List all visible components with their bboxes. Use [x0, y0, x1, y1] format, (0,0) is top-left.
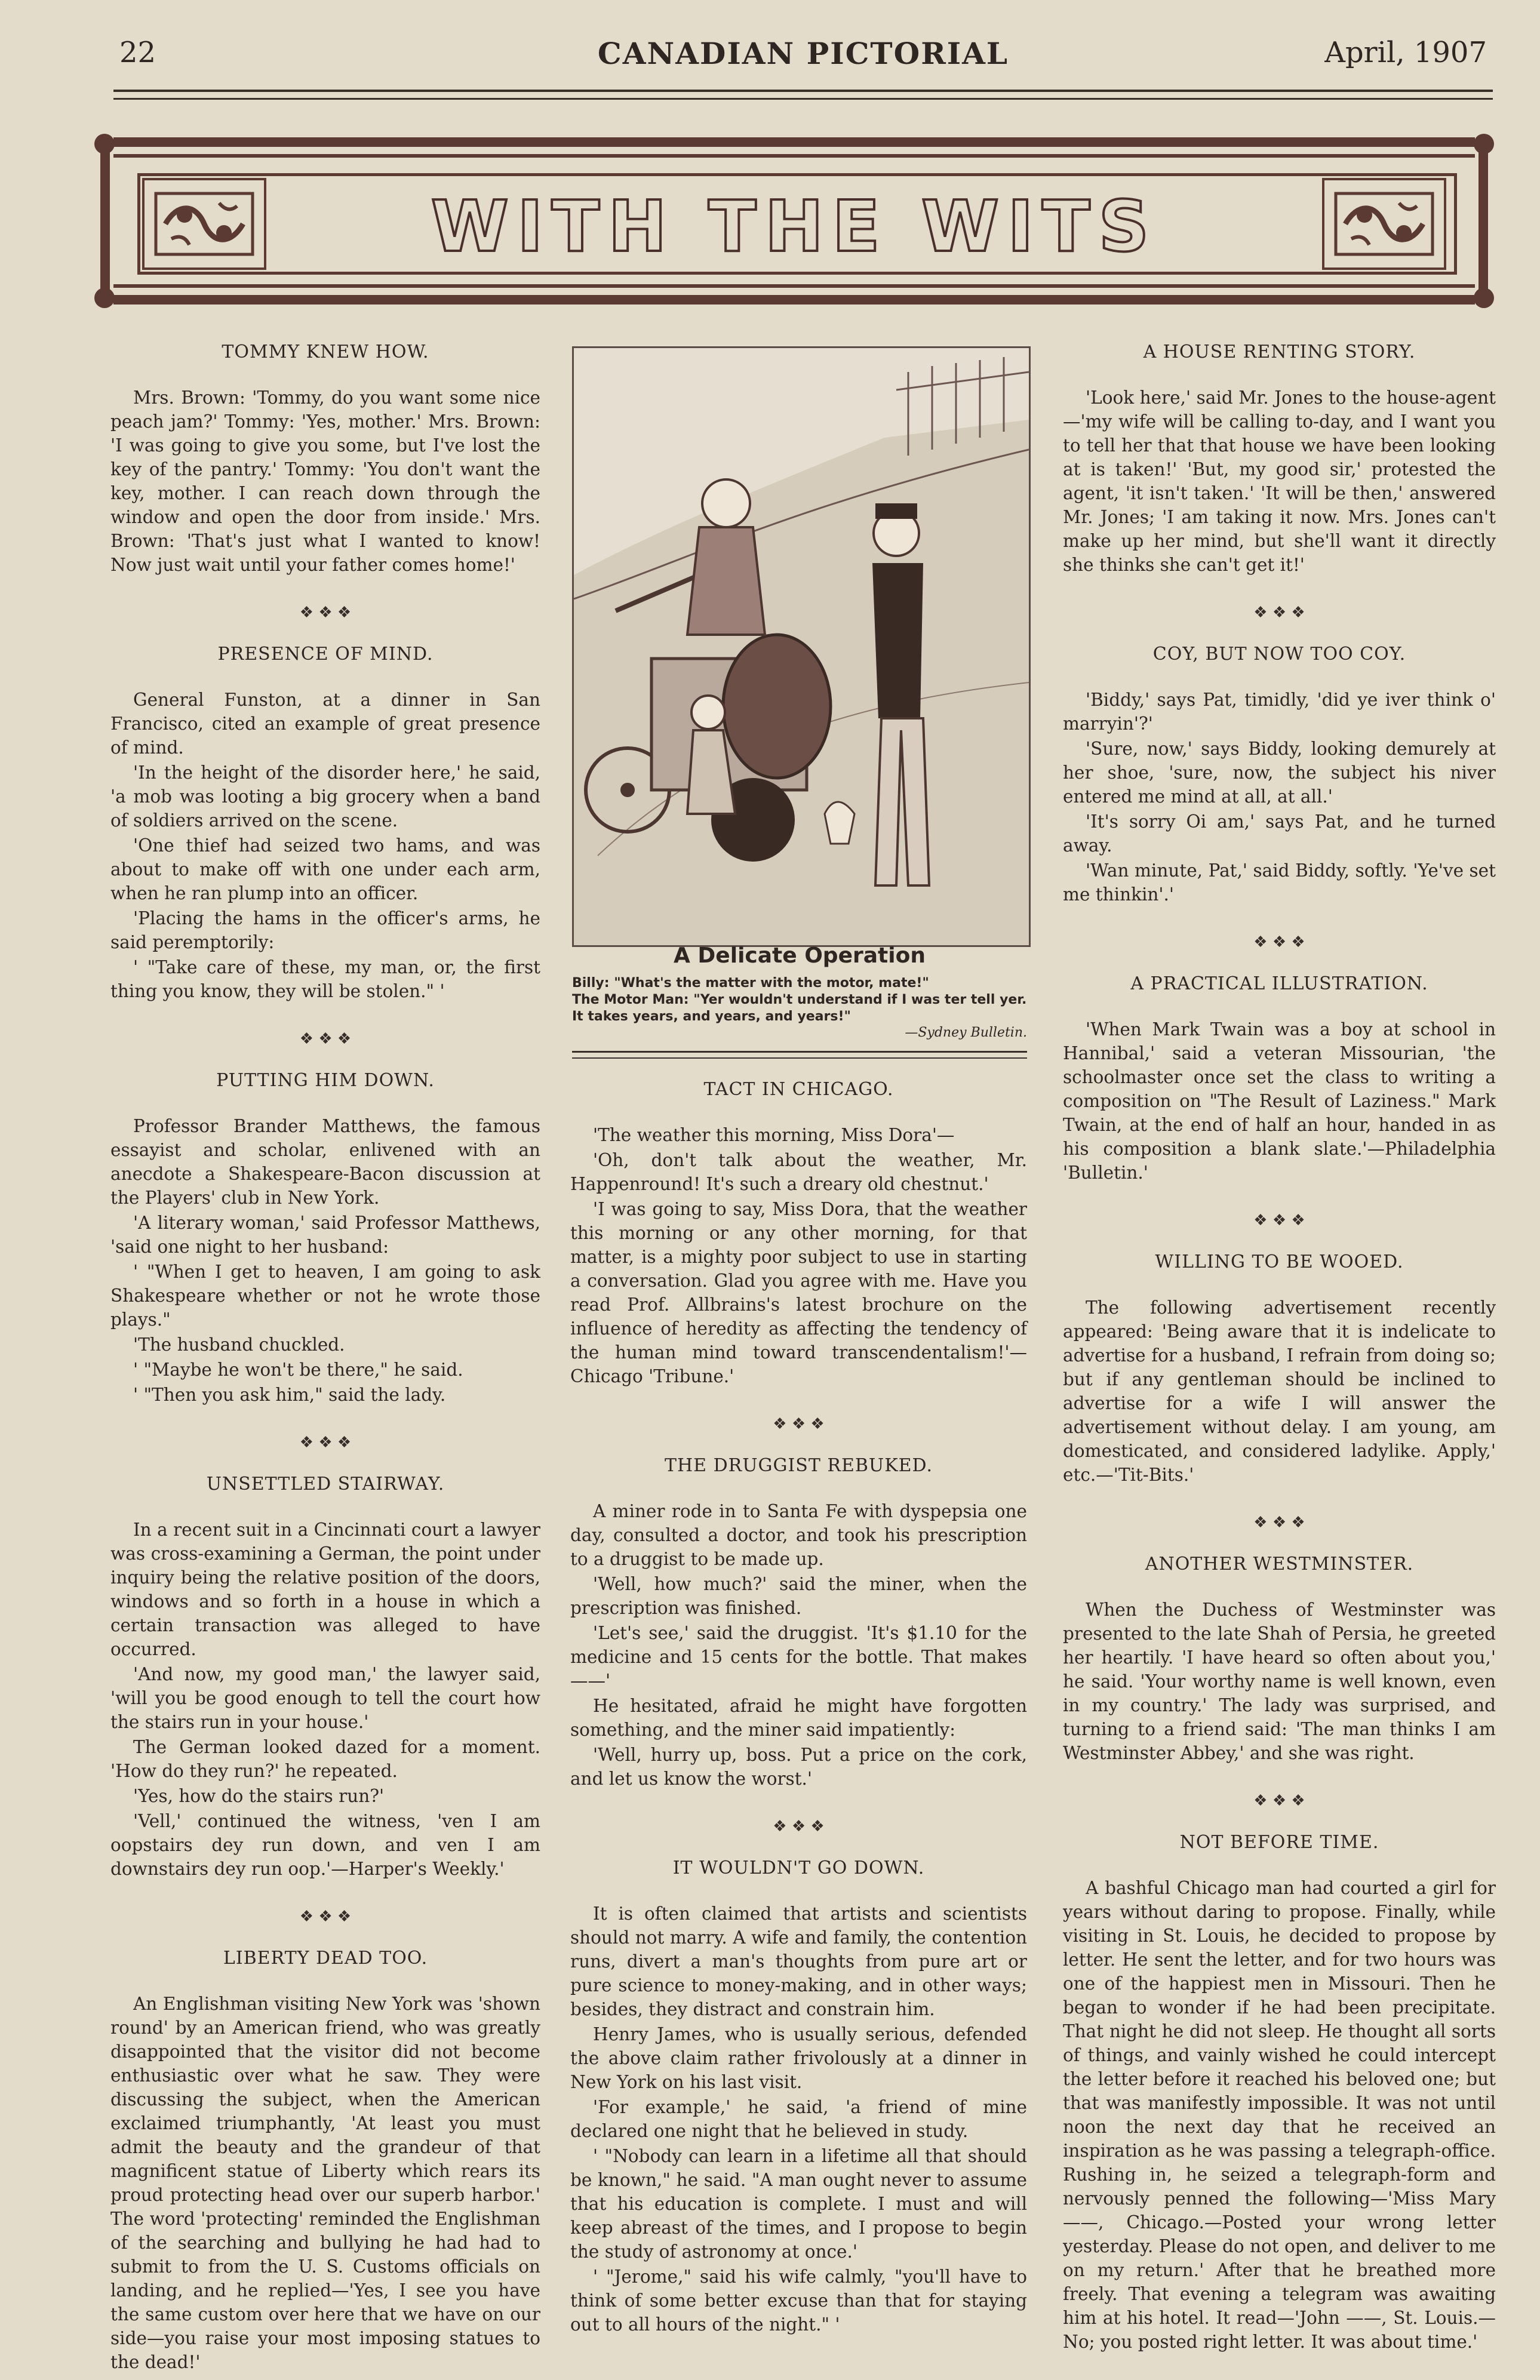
- article-paragraph: 'Well, hurry up, boss. Put a price on the cork, and let us know the worst.': [570, 1745, 1027, 1789]
- section-divider-ornament: ❖ ❖ ❖: [773, 1415, 825, 1433]
- banner-post: [100, 149, 110, 293]
- article-paragraph: 'When Mark Twain was a boy at school in Hannibal,' said a veteran Missourian, 'the schoolmaster once set the class to writing a composition on "The Result of Laziness." Mark Twain, at the end of half an hour, handed in as his composition a blank slate.'—Philadelphia 'Bulletin.': [1063, 1019, 1496, 1183]
- banner-bar: [113, 154, 1475, 158]
- article: [110, 340, 540, 577]
- article-heading: IT WOULDN'T GO DOWN.: [672, 1858, 925, 1878]
- article-paragraph: 'Let's see,' said the druggist. 'It's $1.10 for the medicine and 15 cents for the bottle. That makes——': [570, 1623, 1027, 1691]
- article-paragraph: 'Sure, now,' says Biddy, looking demurely at her shoe, 'sure, now, the subject his niver entered me mind at all, at all.': [1063, 739, 1496, 807]
- article-paragraph: Professor Brander Matthews, the famous essayist and scholar, enlivened with an anecdote a Shakespeare-Bacon discussion at the Players' club in New York.: [110, 1116, 540, 1208]
- page-number: 22: [119, 36, 156, 69]
- article-paragraph: The following advertisement recently appeared: 'Being aware that it is indelicate to advertise for a husband, I refrain from doing so; but if any gentleman should be inclined to advertise for a wife I will answer the advertisement without delay. I am young, am domesticated, and considered ladylike. Apply,' etc.—'Tit-Bits.': [1063, 1297, 1496, 1485]
- section-divider-ornament: ❖ ❖ ❖: [1253, 1514, 1305, 1532]
- article-paragraph: 'For example,' he said, 'a friend of mine declared one night that he believed in study.: [570, 2097, 1027, 2141]
- article: [570, 1454, 1027, 1791]
- article-paragraph: It is often claimed that artists and scientists should not marry. A wife and family, the contention runs, divert a man's thoughts from pure art or pure science to money-making, and in other ways; besides, they distract and constrain him.: [570, 1904, 1027, 2019]
- article: [110, 1947, 540, 2374]
- article-paragraph: 'It's sorry Oi am,' says Pat, and he turned away.: [1063, 811, 1496, 856]
- motor-car-cartoon-image: [574, 348, 1029, 945]
- article-paragraph: 'Biddy,' says Pat, timidly, 'did ye iver think o' marryin'?': [1063, 690, 1496, 734]
- article: [110, 1069, 540, 1407]
- article-paragraph: 'The weather this morning, Miss Dora'—: [593, 1125, 955, 1145]
- article-paragraph: Henry James, who is usually serious, defended the above claim rather frivolously at a dinner in New York on his last visit.: [570, 2024, 1027, 2092]
- article: [1063, 1831, 1496, 2354]
- article-paragraph: ' "Then you ask him," said the lady.: [133, 1385, 446, 1405]
- article: [1063, 1250, 1496, 1487]
- article: [1063, 642, 1496, 906]
- article-paragraph: 'Vell,' continued the witness, 'ven I am oopstairs dey run down, and ven I am downstairs dey run oop.'—Harper's Weekly.': [110, 1811, 540, 1879]
- article: [1063, 1552, 1496, 1765]
- article-heading: NOT BEFORE TIME.: [1179, 1832, 1379, 1853]
- article-paragraph: 'Look here,' said Mr. Jones to the house-agent—'my wife will be calling to-day, and I want you to tell her that that house we have been looking at is taken!' 'But, my good sir,' protested the agent, 'it isn't taken.' 'It will be then,' answered Mr. Jones; 'I am taking it now. Mrs. Jones can't make up her mind, but she'll want it directly she thinks she can't get it!': [1063, 388, 1496, 575]
- article-heading: A PRACTICAL ILLUSTRATION.: [1130, 973, 1428, 994]
- section-divider-ornament: ❖ ❖ ❖: [1253, 933, 1305, 951]
- page-header: [119, 36, 1487, 78]
- section-divider-ornament: ❖ ❖ ❖: [299, 1908, 352, 1926]
- section-divider-ornament: ❖ ❖ ❖: [299, 1434, 352, 1452]
- article-heading: ANOTHER WESTMINSTER.: [1145, 1554, 1414, 1575]
- section-divider-ornament: ❖ ❖ ❖: [1253, 604, 1305, 622]
- article-paragraph: 'And now, my good man,' the lawyer said, 'will you be good enough to tell the court how the stairs run in your house.': [110, 1664, 540, 1732]
- article-paragraph: 'Yes, how do the stairs run?': [133, 1786, 385, 1806]
- article-paragraph: 'In the height of the disorder here,' he said, 'a mob was looting a big grocery when a band of soldiers arrived on the scene.: [110, 762, 540, 831]
- article: [1063, 972, 1496, 1185]
- article-heading: TOMMY KNEW HOW.: [222, 342, 429, 362]
- article: [570, 1856, 1027, 2336]
- section-divider-ornament: ❖ ❖ ❖: [299, 604, 352, 622]
- article-heading: A HOUSE RENTING STORY.: [1143, 342, 1416, 362]
- article-heading: UNSETTLED STAIRWAY.: [206, 1474, 445, 1495]
- cartoon-caption: [572, 943, 1027, 1040]
- publication-title: CANADIAN PICTORIAL: [597, 36, 1009, 71]
- banner-post: [1478, 149, 1488, 293]
- section-banner: [90, 125, 1499, 316]
- right-column: [1063, 340, 1496, 2360]
- cartoon-dialogue-motor-man: The Motor Man: "Yer wouldn't understand if I was ter tell yer. It takes years, and years, and years!": [572, 992, 1027, 1024]
- article-paragraph: A miner rode in to Santa Fe with dyspepsia one day, consulted a doctor, and took his prescription to a druggist to be made up.: [570, 1501, 1027, 1569]
- article: [110, 1472, 540, 1881]
- article-heading: LIBERTY DEAD TOO.: [223, 1948, 428, 1969]
- issue-date: April, 1907: [1324, 36, 1487, 69]
- article-paragraph: 'I was going to say, Miss Dora, that the weather this morning or any other morning, for that matter, is a mighty poor subject to use in starting a conversation. Glad you agree with me. Have you read Prof. Allbrains's latest brochure on the influence of heredity as affecting the tendency of the human mind toward transcendentalism!'—Chicago 'Tribune.': [570, 1199, 1027, 1386]
- floral-ornament-icon: [142, 178, 266, 270]
- article-heading: WILLING TO BE WOOED.: [1155, 1252, 1404, 1272]
- banner-knob: [94, 134, 115, 154]
- article-heading: PRESENCE OF MIND.: [217, 644, 434, 665]
- article-paragraph: 'Well, how much?' said the miner, when the prescription was finished.: [570, 1574, 1027, 1618]
- article-paragraph: 'Wan minute, Pat,' said Biddy, softly. 'Ye've set me thinkin'.': [1063, 860, 1496, 905]
- cartoon-illustration: [572, 346, 1031, 947]
- banner-knob: [1474, 288, 1494, 308]
- floral-ornament-icon: [1322, 178, 1446, 270]
- article-paragraph: General Funston, at a dinner in San Francisco, cited an example of great presence of mind.: [110, 690, 540, 758]
- banner-title: WITH THE WITS: [431, 185, 1158, 267]
- article-paragraph: When the Duchess of Westminster was presented to the late Shah of Persia, he greeted her heartily. 'I have heard so often about you,' he said. 'Your worthy name is well known, even in my country.' The lady was surprised, and turning to a friend said: 'The man thinks I am Westminster Abbey,' and she was right.: [1063, 1600, 1496, 1763]
- section-divider-ornament: ❖ ❖ ❖: [299, 1030, 352, 1048]
- article-paragraph: 'One thief had seized two hams, and was about to make off with one under each arm, when he ran plump into an officer.: [110, 835, 540, 903]
- cartoon-credit: —Sydney Bulletin.: [905, 1025, 1027, 1040]
- article: [1063, 340, 1496, 577]
- banner-bar: [113, 284, 1475, 288]
- section-divider-ornament: ❖ ❖ ❖: [1253, 1211, 1305, 1229]
- article: [570, 1078, 1027, 1388]
- article-paragraph: ' "Maybe he won't be there," he said.: [133, 1360, 463, 1380]
- banner-bar: [113, 137, 1475, 147]
- article-paragraph: 'Oh, don't talk about the weather, Mr. Happenround! It's such a dreary old chestnut.': [570, 1150, 1027, 1194]
- article-paragraph: 'A literary woman,' said Professor Matthews, 'said one night to her husband:: [110, 1213, 540, 1257]
- banner-knob: [1474, 134, 1494, 154]
- article-paragraph: ' "Take care of these, my man, or, the first thing you know, they will be stolen." ': [110, 957, 540, 1001]
- left-column: [110, 340, 540, 2380]
- article-paragraph: 'Placing the hams in the officer's arms, he said peremptorily:: [110, 908, 540, 952]
- middle-column: [570, 1078, 1027, 2342]
- article-heading: COY, BUT NOW TOO COY.: [1152, 644, 1406, 665]
- cartoon-title: A Delicate Operation: [674, 943, 926, 968]
- caption-rule: [572, 1051, 1027, 1059]
- article-paragraph: ' "When I get to heaven, I am going to ask Shakespeare whether or not he wrote those plays.": [110, 1262, 540, 1330]
- article-paragraph: Mrs. Brown: 'Tommy, do you want some nice peach jam?' Tommy: 'Yes, mother.' Mrs. Brown: 'I was going to give you some, but I've lost the key of the pantry.' Tommy: 'You don't want the key, mother. I can reach down through the window and open the door from inside.' Mrs. Brown: 'That's just what I wanted to know! Now just wait until your father comes home!': [110, 388, 540, 575]
- cartoon-dialogue-billy: Billy: "What's the matter with the motor, mate!": [572, 976, 929, 991]
- article-paragraph: An Englishman visiting New York was 'shown round' by an American friend, who was greatly disappointed that the visitor did not become enthusiastic over what he saw. They were discussing the subject, when the American exclaimed triumphantly, 'At least you must admit the beauty and the grandeur of that magnificent statue of Liberty which rears its proud protecting head over our superb harbor.' The word 'protecting' reminded the Englishman of the searching and bullying he had had to submit to from the U. S. Customs officials on landing, and he replied—'Yes, I see you have the same custom over here that we have on our side—you raise your most imposing statues to the dead!': [110, 1994, 540, 2372]
- article-paragraph: He hesitated, afraid he might have forgotten something, and the miner said impatiently:: [570, 1696, 1027, 1740]
- article-paragraph: A bashful Chicago man had courted a girl for years without daring to propose. Finally, while visiting in St. Louis, he decided to propose by letter. He sent the letter, and for two hours was one of the happiest men in Missouri. Then he began to wonder if he had been precipitate. That night he did not sleep. He thought all sorts of things, and vainly wished he could intercept the letter before it reached his beloved one; but that was manifestly impossible. It was not until noon the next day that he received an inspiration as he was passing a telegraph-office. Rushing in, he seized a telegraph-form and nervously penned the following—'Miss Mary ——, Chicago.—Posted your wrong letter yesterday. Please do not open, and deliver to me on my return.' After that he breathed more freely. That evening a telegram was awaiting him at his hotel. It read—'John ——, St. Louis.—No; you posted right letter. It was about time.': [1063, 1878, 1496, 2352]
- header-rule: [113, 90, 1493, 100]
- article-paragraph: In a recent suit in a Cincinnati court a lawyer was cross-examining a German, the point under inquiry being the relative position of the doors, windows and so forth in a house in which a certain transaction was alleged to have occurred.: [110, 1520, 540, 1659]
- article-paragraph: The German looked dazed for a moment. 'How do they run?' he repeated.: [110, 1737, 540, 1781]
- section-divider-ornament: ❖ ❖ ❖: [1253, 1792, 1305, 1810]
- banner-knob: [94, 288, 115, 308]
- article-paragraph: ' "Jerome," said his wife calmly, "you'll have to think of some better excuse than that for staying out to all hours of the night." ': [570, 2267, 1027, 2335]
- article: [110, 642, 540, 1003]
- article-paragraph: ' "Nobody can learn in a lifetime all that should be known," he said. "A man ought never to assume that his education is complete. I must and will keep abreast of the times, and I propose to begin the study of astronomy at once.': [570, 2146, 1027, 2262]
- banner-bar: [113, 295, 1475, 305]
- article-heading: THE DRUGGIST REBUKED.: [664, 1455, 933, 1476]
- section-divider-ornament: ❖ ❖ ❖: [773, 1818, 825, 1835]
- article-paragraph: 'The husband chuckled.: [133, 1334, 345, 1355]
- article-heading: TACT IN CHICAGO.: [703, 1079, 894, 1100]
- article-heading: PUTTING HIM DOWN.: [216, 1070, 435, 1091]
